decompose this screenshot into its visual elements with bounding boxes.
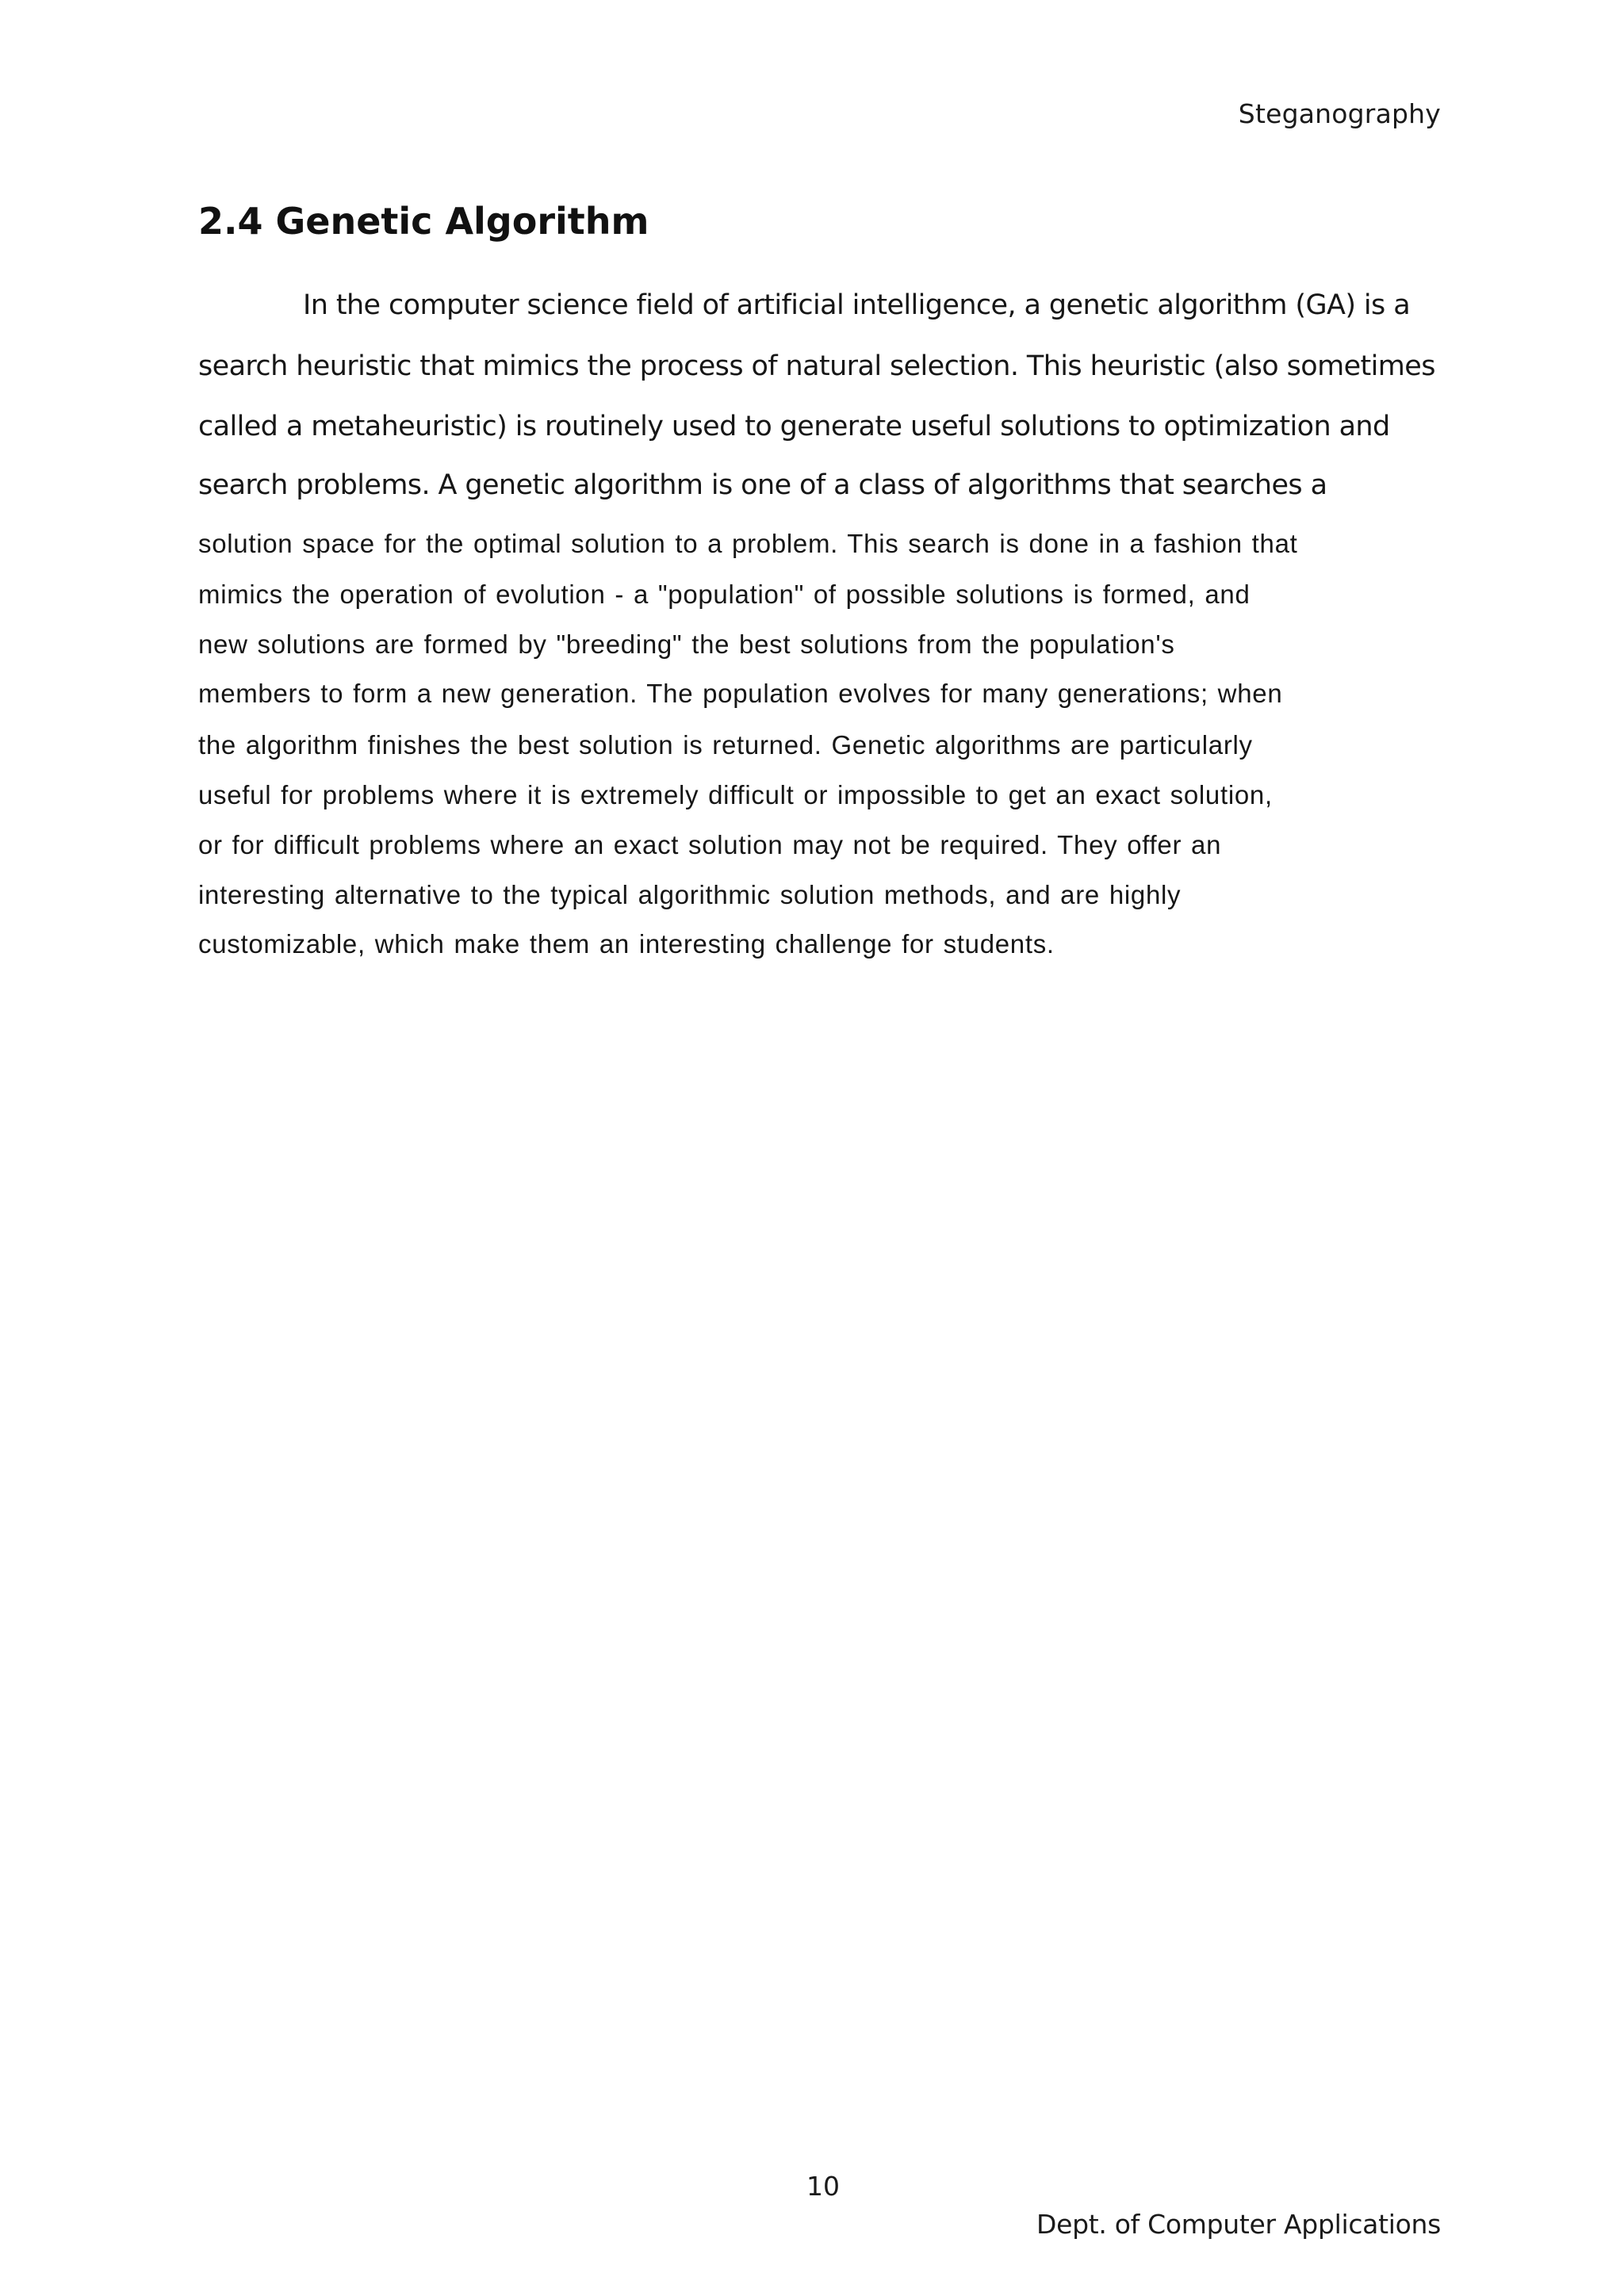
body-line: new solutions are formed by "breeding" the best solutions from the population's	[198, 629, 1175, 659]
page-number: 10	[806, 2171, 840, 2202]
body-line: members to form a new generation. The population evolves for many generations; when	[198, 679, 1283, 708]
body-line: In the computer science field of artificial intelligence, a genetic algorithm (GA) is a	[303, 289, 1411, 321]
body-line: solution space for the optimal solution to a problem. This search is done in a fashion that	[198, 529, 1298, 558]
body-line: useful for problems where it is extremely difficult or impossible to get an exact solution,	[198, 780, 1273, 809]
running-header: Steganography	[1238, 98, 1441, 129]
running-footer: Dept. of Computer Applications	[1036, 2209, 1441, 2240]
body-line: search heuristic that mimics the process of natural selection. This heuristic (also sometimes	[198, 350, 1435, 382]
body-line: search problems. A genetic algorithm is one of a class of algorithms that searches a	[198, 469, 1327, 501]
body-line: or for difficult problems where an exact solution may not be required. They offer an	[198, 830, 1222, 859]
body-line: interesting alternative to the typical algorithmic solution methods, and are highly	[198, 880, 1182, 909]
body-line: the algorithm finishes the best solution is returned. Genetic algorithms are particularly	[198, 730, 1253, 760]
body-line: customizable, which make them an interesting challenge for students.	[198, 929, 1055, 959]
section-title: 2.4 Genetic Algorithm	[198, 200, 649, 243]
body-line: called a metaheuristic) is routinely used to generate useful solutions to optimization and	[198, 411, 1390, 442]
body-line: mimics the operation of evolution - a "population" of possible solutions is formed, and	[198, 580, 1251, 609]
